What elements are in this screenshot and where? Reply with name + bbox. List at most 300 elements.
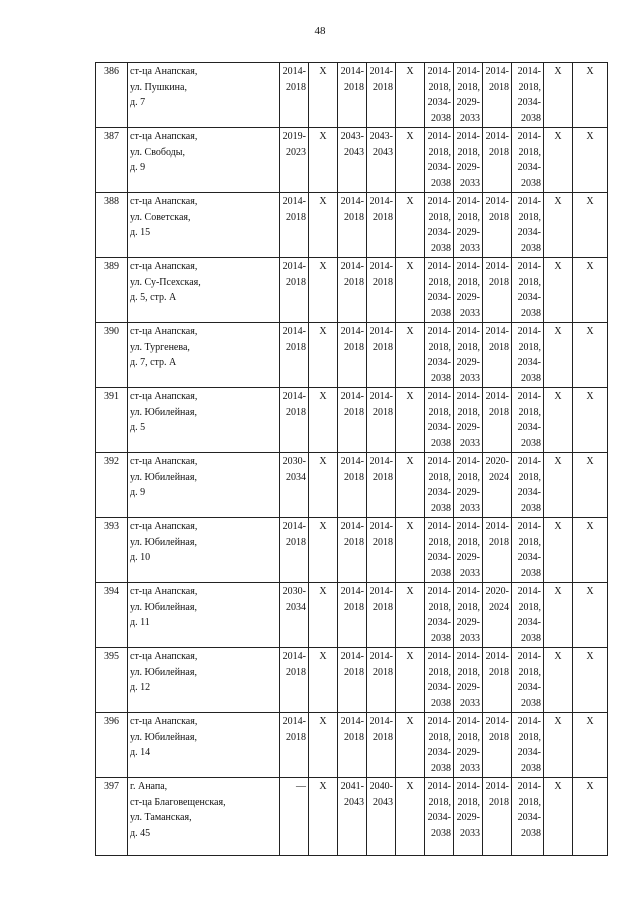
row-number-cell: 393	[96, 518, 128, 583]
cell-line: 2014-	[369, 66, 393, 77]
cell-line: 2038	[431, 827, 451, 839]
period-cell-8	[483, 778, 512, 856]
cell-line: 2018,	[518, 276, 541, 288]
cell-line: 2014-	[427, 196, 451, 207]
mark-cell-11: Х	[573, 453, 608, 518]
mark-cell-2: Х	[309, 388, 338, 453]
mark-cell-2: Х	[309, 453, 338, 518]
cell-line: 2014-	[427, 586, 451, 597]
cell-line: 2029-	[456, 487, 480, 498]
cell-line: 2014-	[340, 66, 364, 77]
period-cell-6	[425, 323, 454, 388]
cell-line: 2014-	[517, 781, 541, 792]
period-cell-8	[483, 63, 512, 128]
period-cell-7	[454, 128, 483, 193]
cell-line: 2014-	[282, 326, 306, 337]
cell-line: 2038	[431, 372, 451, 384]
address-cell	[128, 63, 280, 128]
cell-line: 2038	[431, 437, 451, 449]
period-cell-6	[425, 453, 454, 518]
period-cell-1	[280, 388, 309, 453]
table-row	[96, 518, 608, 583]
table-row	[96, 713, 608, 778]
period-cell-4	[367, 583, 396, 648]
cell-line: 2033	[460, 502, 480, 514]
cell-line: 2034-	[517, 487, 541, 498]
row-number-cell: 395	[96, 648, 128, 713]
cell-line: д. 5	[130, 422, 146, 433]
period-cell-3	[338, 63, 367, 128]
cell-line: 2018	[344, 81, 364, 93]
cell-line: 2034-	[427, 227, 451, 238]
cell-line: 2018,	[457, 601, 480, 613]
cell-line: ст-ца Анапская,	[130, 716, 198, 727]
cell-line: 2034-	[517, 292, 541, 303]
period-cell-8	[483, 583, 512, 648]
period-cell-3	[338, 778, 367, 856]
row-number-cell: 389	[96, 258, 128, 323]
period-cell-1	[280, 128, 309, 193]
cell-line: 2038	[521, 372, 541, 384]
cell-line: 2018	[286, 666, 306, 678]
period-cell-3	[338, 258, 367, 323]
cell-line: 2018	[344, 471, 364, 483]
period-cell-9	[512, 648, 544, 713]
period-cell-8	[483, 193, 512, 258]
cell-line: 2018,	[518, 81, 541, 93]
cell-line: 2018,	[518, 731, 541, 743]
cell-line: 2018,	[457, 536, 480, 548]
cell-line: ул. Пушкина,	[130, 81, 187, 93]
cell-line: 2014-	[427, 651, 451, 662]
cell-line: 2034-	[517, 357, 541, 368]
cell-line: 2018	[344, 276, 364, 288]
cell-line: 2033	[460, 827, 480, 839]
mark-cell-5: Х	[396, 128, 425, 193]
cell-line: 2014-	[282, 651, 306, 662]
cell-line: 2038	[521, 827, 541, 839]
cell-line: 2018	[489, 731, 509, 743]
period-cell-8	[483, 648, 512, 713]
cell-line: 2033	[460, 437, 480, 449]
cell-line: 2020-	[485, 586, 509, 597]
period-cell-6	[425, 63, 454, 128]
period-cell-7	[454, 258, 483, 323]
cell-line: 2034-	[427, 487, 451, 498]
period-cell-7	[454, 518, 483, 583]
cell-line: 2038	[431, 762, 451, 774]
period-cell-3	[338, 453, 367, 518]
cell-line: 2034-	[427, 162, 451, 173]
mark-cell-10: Х	[544, 518, 573, 583]
period-cell-9	[512, 258, 544, 323]
cell-line: 2014-	[517, 196, 541, 207]
period-cell-9	[512, 518, 544, 583]
period-cell-1	[280, 453, 309, 518]
cell-line: 2014-	[485, 66, 509, 77]
cell-line: 2018,	[428, 406, 451, 418]
table-row	[96, 648, 608, 713]
period-cell-9	[512, 583, 544, 648]
period-cell-3	[338, 713, 367, 778]
row-number-cell: 396	[96, 713, 128, 778]
mark-cell-5: Х	[396, 518, 425, 583]
cell-line: 2014-	[517, 131, 541, 142]
cell-line: 2014-	[517, 391, 541, 402]
cell-line: 2018,	[428, 146, 451, 158]
cell-line: 2018	[489, 796, 509, 808]
period-cell-7	[454, 713, 483, 778]
address-cell	[128, 128, 280, 193]
period-cell-6	[425, 518, 454, 583]
cell-line: 2034-	[427, 357, 451, 368]
period-cell-3	[338, 518, 367, 583]
cell-line: д. 9	[130, 487, 146, 498]
mark-cell-2: Х	[309, 323, 338, 388]
cell-line: 2014-	[427, 66, 451, 77]
cell-line: ул. Юбилейная,	[130, 601, 197, 613]
mark-cell-2: Х	[309, 713, 338, 778]
cell-line: 2034-	[517, 552, 541, 563]
period-cell-1	[280, 258, 309, 323]
cell-line: 2018	[489, 211, 509, 223]
period-cell-7	[454, 193, 483, 258]
cell-line: 2018,	[428, 796, 451, 808]
address-cell	[128, 518, 280, 583]
cell-line: ул. Юбилейная,	[130, 666, 197, 678]
cell-line: 2034-	[517, 682, 541, 693]
cell-line: 2018,	[428, 276, 451, 288]
cell-line: ул. Юбилейная,	[130, 406, 197, 418]
cell-line: ст-ца Анапская,	[130, 651, 198, 662]
cell-line: 2018,	[457, 666, 480, 678]
cell-line: 2018	[286, 211, 306, 223]
period-cell-6	[425, 388, 454, 453]
mark-cell-11: Х	[573, 63, 608, 128]
cell-line: 2018,	[518, 211, 541, 223]
cell-line: 2033	[460, 632, 480, 644]
cell-line: 2029-	[456, 162, 480, 173]
cell-line: 2014-	[485, 391, 509, 402]
cell-line: 2038	[431, 567, 451, 579]
mark-cell-2: Х	[309, 583, 338, 648]
cell-line: д. 10	[130, 552, 151, 563]
cell-line: 2033	[460, 177, 480, 189]
row-number-cell: 397	[96, 778, 128, 856]
cell-line: 2014-	[456, 66, 480, 77]
cell-line: 2018,	[457, 471, 480, 483]
period-cell-4	[367, 453, 396, 518]
cell-line: 2034-	[517, 162, 541, 173]
cell-line: 2029-	[456, 422, 480, 433]
cell-line: 2014-	[369, 586, 393, 597]
mark-cell-2: Х	[309, 258, 338, 323]
cell-line: 2029-	[456, 747, 480, 758]
cell-line: 2038	[521, 112, 541, 124]
period-cell-6	[425, 778, 454, 856]
cell-line: 2018	[344, 406, 364, 418]
cell-line: 2018	[373, 601, 393, 613]
row-number-cell: 387	[96, 128, 128, 193]
mark-cell-10: Х	[544, 583, 573, 648]
cell-line: 2014-	[340, 456, 364, 467]
address-cell	[128, 453, 280, 518]
mark-cell-11: Х	[573, 778, 608, 856]
page-number: 48	[314, 25, 326, 37]
table-body	[96, 63, 608, 856]
cell-line: 2014-	[456, 131, 480, 142]
cell-line: 2038	[521, 762, 541, 774]
cell-line: 2038	[431, 242, 451, 254]
cell-line: 2029-	[456, 292, 480, 303]
cell-line: 2029-	[456, 357, 480, 368]
cell-line: 2034	[286, 601, 306, 613]
cell-line: 2018,	[457, 146, 480, 158]
period-cell-8	[483, 128, 512, 193]
cell-line: 2029-	[456, 552, 480, 563]
cell-line: 2014-	[456, 521, 480, 532]
period-cell-9	[512, 63, 544, 128]
cell-line: 2014-	[427, 326, 451, 337]
cell-line: 2018	[286, 536, 306, 548]
period-cell-1	[280, 63, 309, 128]
mark-cell-2: Х	[309, 128, 338, 193]
period-cell-7	[454, 63, 483, 128]
cell-line: д. 9	[130, 162, 146, 173]
cell-line: 2014-	[282, 261, 306, 272]
cell-line: 2038	[431, 697, 451, 709]
period-cell-4	[367, 388, 396, 453]
cell-line: 2029-	[456, 617, 480, 628]
cell-line: 2038	[521, 307, 541, 319]
repair-schedule-table	[95, 62, 608, 856]
cell-line: 2014-	[456, 326, 480, 337]
cell-line: 2014-	[340, 326, 364, 337]
cell-line: 2014-	[517, 586, 541, 597]
cell-line: 2018,	[428, 601, 451, 613]
cell-line: 2018	[286, 406, 306, 418]
mark-cell-11: Х	[573, 518, 608, 583]
period-cell-3	[338, 193, 367, 258]
cell-line: 2014-	[517, 66, 541, 77]
cell-line: 2014-	[485, 651, 509, 662]
cell-line: 2024	[489, 471, 509, 483]
cell-line: 2014-	[517, 651, 541, 662]
cell-line: 2043	[373, 146, 393, 158]
mark-cell-10: Х	[544, 453, 573, 518]
address-cell	[128, 648, 280, 713]
cell-line: 2038	[431, 177, 451, 189]
period-cell-1	[280, 518, 309, 583]
mark-cell-10: Х	[544, 778, 573, 856]
cell-line: 2014-	[427, 261, 451, 272]
cell-line: 2014-	[485, 196, 509, 207]
period-cell-8	[483, 713, 512, 778]
period-cell-4	[367, 323, 396, 388]
period-cell-4	[367, 63, 396, 128]
cell-line: 2014-	[485, 521, 509, 532]
cell-line: 2018	[373, 81, 393, 93]
cell-line: 2018	[286, 731, 306, 743]
cell-line: 2014-	[282, 66, 306, 77]
period-cell-6	[425, 583, 454, 648]
period-cell-3	[338, 388, 367, 453]
cell-line: 2018	[373, 341, 393, 353]
row-number-cell: 394	[96, 583, 128, 648]
cell-line: д. 14	[130, 747, 151, 758]
cell-line: 2018,	[428, 211, 451, 223]
cell-line: 2014-	[517, 521, 541, 532]
cell-line: 2014-	[456, 651, 480, 662]
cell-line: 2043	[344, 146, 364, 158]
period-cell-8	[483, 388, 512, 453]
cell-line: 2034-	[427, 682, 451, 693]
cell-line: 2018,	[518, 341, 541, 353]
mark-cell-10: Х	[544, 63, 573, 128]
cell-line: 2014-	[456, 586, 480, 597]
period-cell-4	[367, 258, 396, 323]
cell-line: 2018,	[518, 146, 541, 158]
table-row	[96, 778, 608, 856]
cell-line: 2019-	[282, 131, 306, 142]
period-cell-9	[512, 713, 544, 778]
cell-line: 2038	[521, 632, 541, 644]
period-cell-4	[367, 648, 396, 713]
cell-line: 2014-	[456, 781, 480, 792]
cell-line: д. 5, стр. А	[130, 292, 177, 303]
cell-line: 2043-	[369, 131, 393, 142]
cell-line: 2034-	[517, 812, 541, 823]
mark-cell-10: Х	[544, 648, 573, 713]
cell-line: 2014-	[340, 716, 364, 727]
cell-line: 2038	[431, 112, 451, 124]
period-cell-9	[512, 323, 544, 388]
period-cell-9	[512, 453, 544, 518]
mark-cell-5: Х	[396, 258, 425, 323]
cell-line: ст-ца Анапская,	[130, 521, 198, 532]
cell-line: 2014-	[282, 196, 306, 207]
cell-line: —	[296, 781, 306, 792]
cell-line: ул. Советская,	[130, 211, 191, 223]
cell-line: 2034-	[517, 97, 541, 108]
cell-line: 2033	[460, 242, 480, 254]
cell-line: 2018	[344, 666, 364, 678]
cell-line: 2033	[460, 567, 480, 579]
table-row	[96, 583, 608, 648]
cell-line: 2014-	[456, 716, 480, 727]
cell-line: 2018	[373, 276, 393, 288]
cell-line: ул. Свободы,	[130, 146, 185, 158]
cell-line: д. 7, стр. А	[130, 357, 177, 368]
mark-cell-10: Х	[544, 713, 573, 778]
cell-line: 2018,	[428, 81, 451, 93]
cell-line: 2033	[460, 762, 480, 774]
cell-line: 2040-	[369, 781, 393, 792]
period-cell-8	[483, 453, 512, 518]
table-row	[96, 258, 608, 323]
mark-cell-2: Х	[309, 778, 338, 856]
mark-cell-11: Х	[573, 128, 608, 193]
address-cell	[128, 193, 280, 258]
period-cell-4	[367, 128, 396, 193]
cell-line: 2014-	[340, 586, 364, 597]
mark-cell-11: Х	[573, 258, 608, 323]
cell-line: 2014-	[340, 651, 364, 662]
cell-line: ст-ца Анапская,	[130, 131, 198, 142]
cell-line: 2018	[344, 536, 364, 548]
cell-line: 2014-	[369, 521, 393, 532]
cell-line: 2014-	[517, 261, 541, 272]
cell-line: 2018	[373, 666, 393, 678]
mark-cell-11: Х	[573, 583, 608, 648]
cell-line: 2014-	[456, 456, 480, 467]
cell-line: ул. Юбилейная,	[130, 536, 197, 548]
period-cell-1	[280, 778, 309, 856]
mark-cell-2: Х	[309, 63, 338, 128]
cell-line: 2014-	[517, 456, 541, 467]
cell-line: ст-ца Анапская,	[130, 196, 198, 207]
cell-line: 2014-	[427, 781, 451, 792]
cell-line: ул. Таманская,	[130, 812, 192, 823]
cell-line: 2014-	[485, 326, 509, 337]
cell-line: 2014-	[340, 391, 364, 402]
cell-line: ст-ца Благовещенская,	[130, 796, 226, 808]
mark-cell-5: Х	[396, 648, 425, 713]
period-cell-6	[425, 128, 454, 193]
mark-cell-5: Х	[396, 453, 425, 518]
period-cell-9	[512, 193, 544, 258]
cell-line: д. 11	[130, 617, 150, 628]
address-cell	[128, 323, 280, 388]
cell-line: 2018,	[457, 796, 480, 808]
cell-line: ул. Юбилейная,	[130, 471, 197, 483]
mark-cell-5: Х	[396, 63, 425, 128]
period-cell-6	[425, 193, 454, 258]
cell-line: 2014-	[456, 261, 480, 272]
cell-line: 2018	[489, 81, 509, 93]
mark-cell-11: Х	[573, 323, 608, 388]
mark-cell-10: Х	[544, 323, 573, 388]
period-cell-4	[367, 778, 396, 856]
cell-line: д. 15	[130, 227, 151, 238]
row-number-cell: 390	[96, 323, 128, 388]
cell-line: 2038	[521, 567, 541, 579]
cell-line: 2014-	[369, 326, 393, 337]
period-cell-4	[367, 193, 396, 258]
cell-line: 2034-	[517, 227, 541, 238]
cell-line: д. 12	[130, 682, 151, 693]
cell-line: 2014-	[456, 391, 480, 402]
period-cell-4	[367, 713, 396, 778]
cell-line: 2033	[460, 372, 480, 384]
cell-line: 2018,	[457, 81, 480, 93]
period-cell-3	[338, 583, 367, 648]
period-cell-7	[454, 453, 483, 518]
cell-line: 2038	[521, 242, 541, 254]
table-row	[96, 193, 608, 258]
cell-line: 2034	[286, 471, 306, 483]
table-row	[96, 453, 608, 518]
cell-line: 2018,	[428, 536, 451, 548]
period-cell-9	[512, 128, 544, 193]
period-cell-3	[338, 128, 367, 193]
cell-line: 2018	[344, 601, 364, 613]
table-row	[96, 63, 608, 128]
cell-line: 2014-	[517, 326, 541, 337]
row-number-cell: 391	[96, 388, 128, 453]
cell-line: 2043	[373, 796, 393, 808]
cell-line: 2014-	[282, 716, 306, 727]
